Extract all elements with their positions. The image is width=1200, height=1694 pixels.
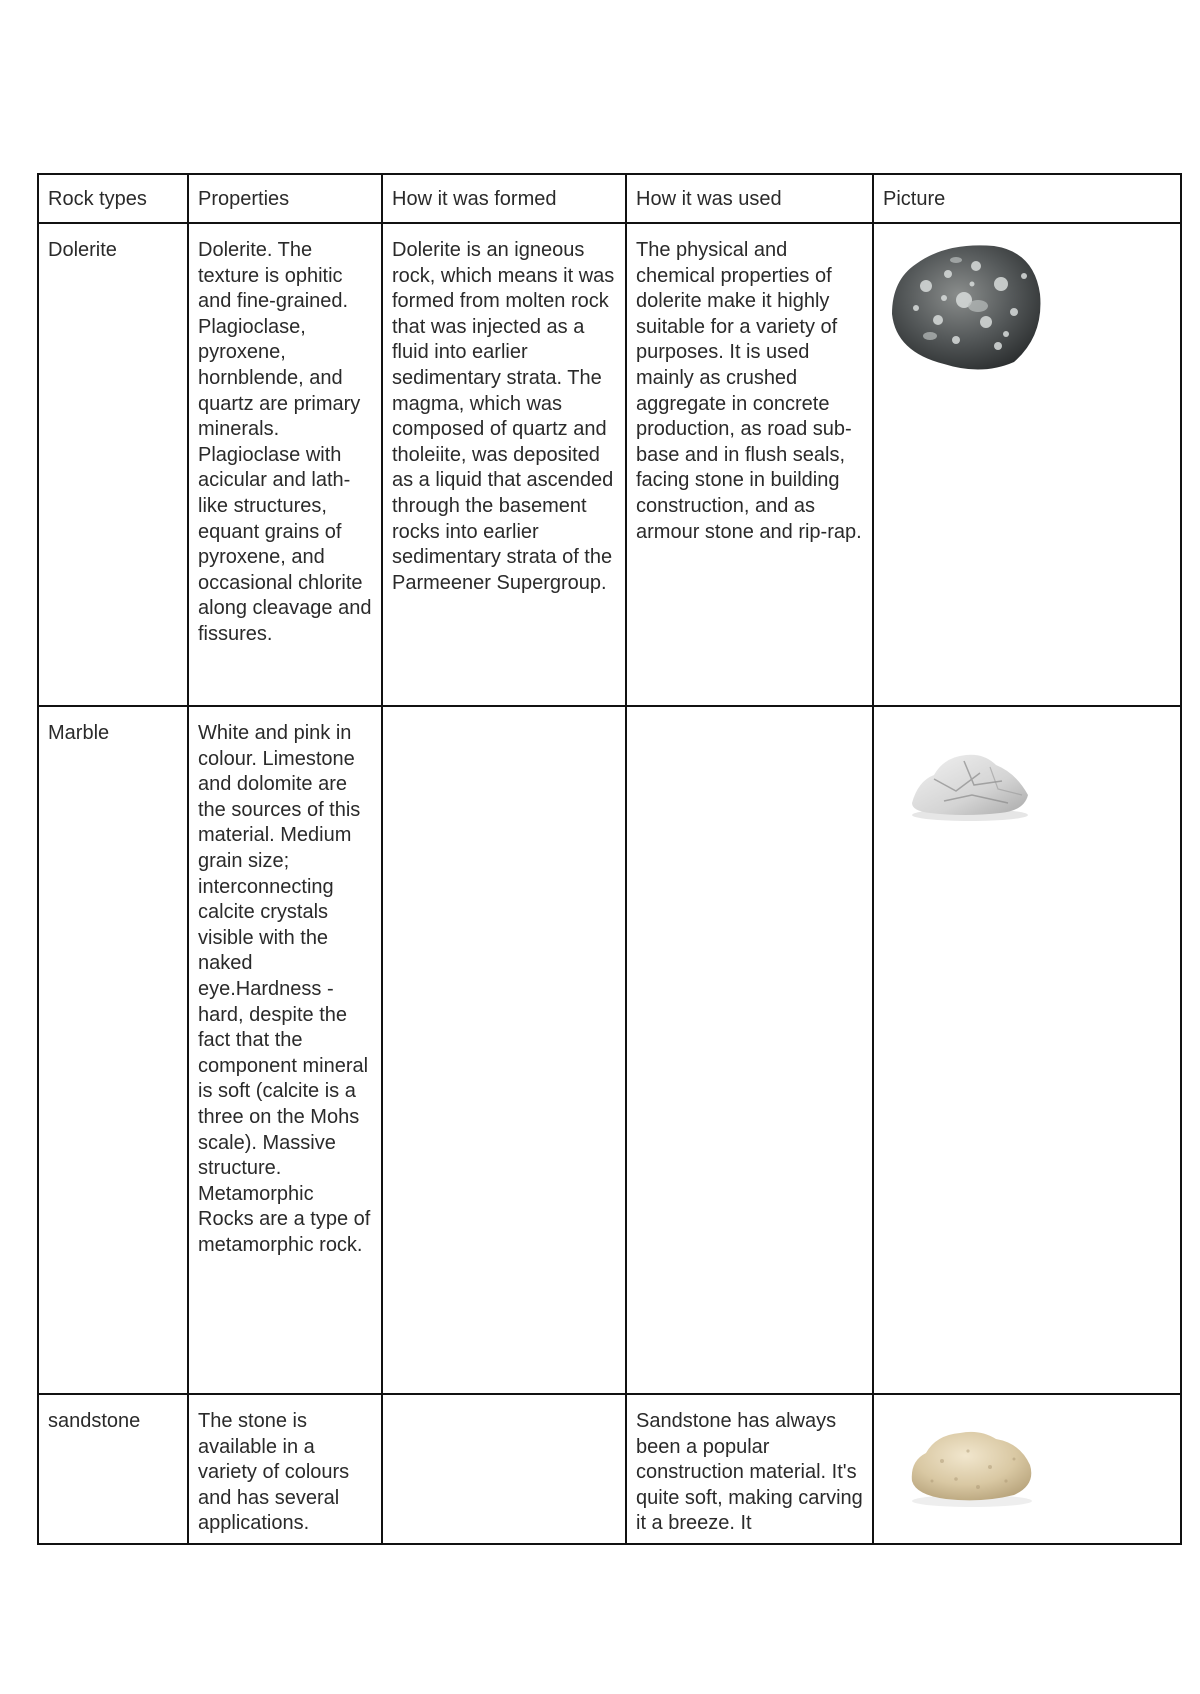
header-picture: Picture [873,174,1181,223]
properties-cell: The stone is available in a variety of colours and has several applications. [188,1394,382,1544]
table-row [38,1394,1181,1544]
header-rock-types: Rock types [38,174,188,223]
table-row [38,706,1181,1394]
table-header-row [38,174,1181,223]
table-row [38,223,1181,706]
header-how-used: How it was used [626,174,873,223]
formed-cell [382,706,626,1394]
rock-types-table [37,173,1182,1545]
used-cell: The physical and chemical properties of dolerite make it highly suitable for a variety of purposes. It is used mainly as crushed aggregate in concrete production, as road sub-base and in flush seals, facing stone in building construction, and as armour stone and rip-rap. [626,223,873,706]
used-cell: Sandstone has always been a popular construction material. It's quite soft, making carving it a breeze. It [626,1394,873,1544]
picture-cell [873,223,1181,706]
properties-cell: Dolerite. The texture is ophitic and fine-grained. Plagioclase, pyroxene, hornblende, and quartz are primary minerals. Plagioclase with acicular and lath-like structures, equant grains of pyroxene, and occasional chlorite along cleavage and fissures. [188,223,382,706]
picture-cell [873,706,1181,1394]
formed-cell: Dolerite is an igneous rock, which means it was formed from molten rock that was injected as a fluid into earlier sedimentary strata. The magma, which was composed of quartz and tholeiite, was deposited as a liquid that ascended through the basement rocks into earlier sedimentary strata of the Parmeener Supergroup. [382,223,626,706]
rock-name-cell: Marble [38,706,188,1394]
sandstone-rock-icon [902,1421,1042,1511]
header-properties: Properties [188,174,382,223]
header-how-formed: How it was formed [382,174,626,223]
rock-name-cell: Dolerite [38,223,188,706]
marble-rock-icon [904,745,1034,825]
dolerite-rock-icon [886,236,1046,376]
rock-name-cell: sandstone [38,1394,188,1544]
formed-cell [382,1394,626,1544]
picture-cell [873,1394,1181,1544]
used-cell [626,706,873,1394]
properties-cell: White and pink in colour. Limestone and dolomite are the sources of this material. Medium grain size; interconnecting calcite crystals visible with the naked eye.Hardness - hard, despite the fact that the component mineral is soft (calcite is a three on the Mohs scale). Massive structure. Metamorphic Rocks are a type of metamorphic rock. [188,706,382,1394]
